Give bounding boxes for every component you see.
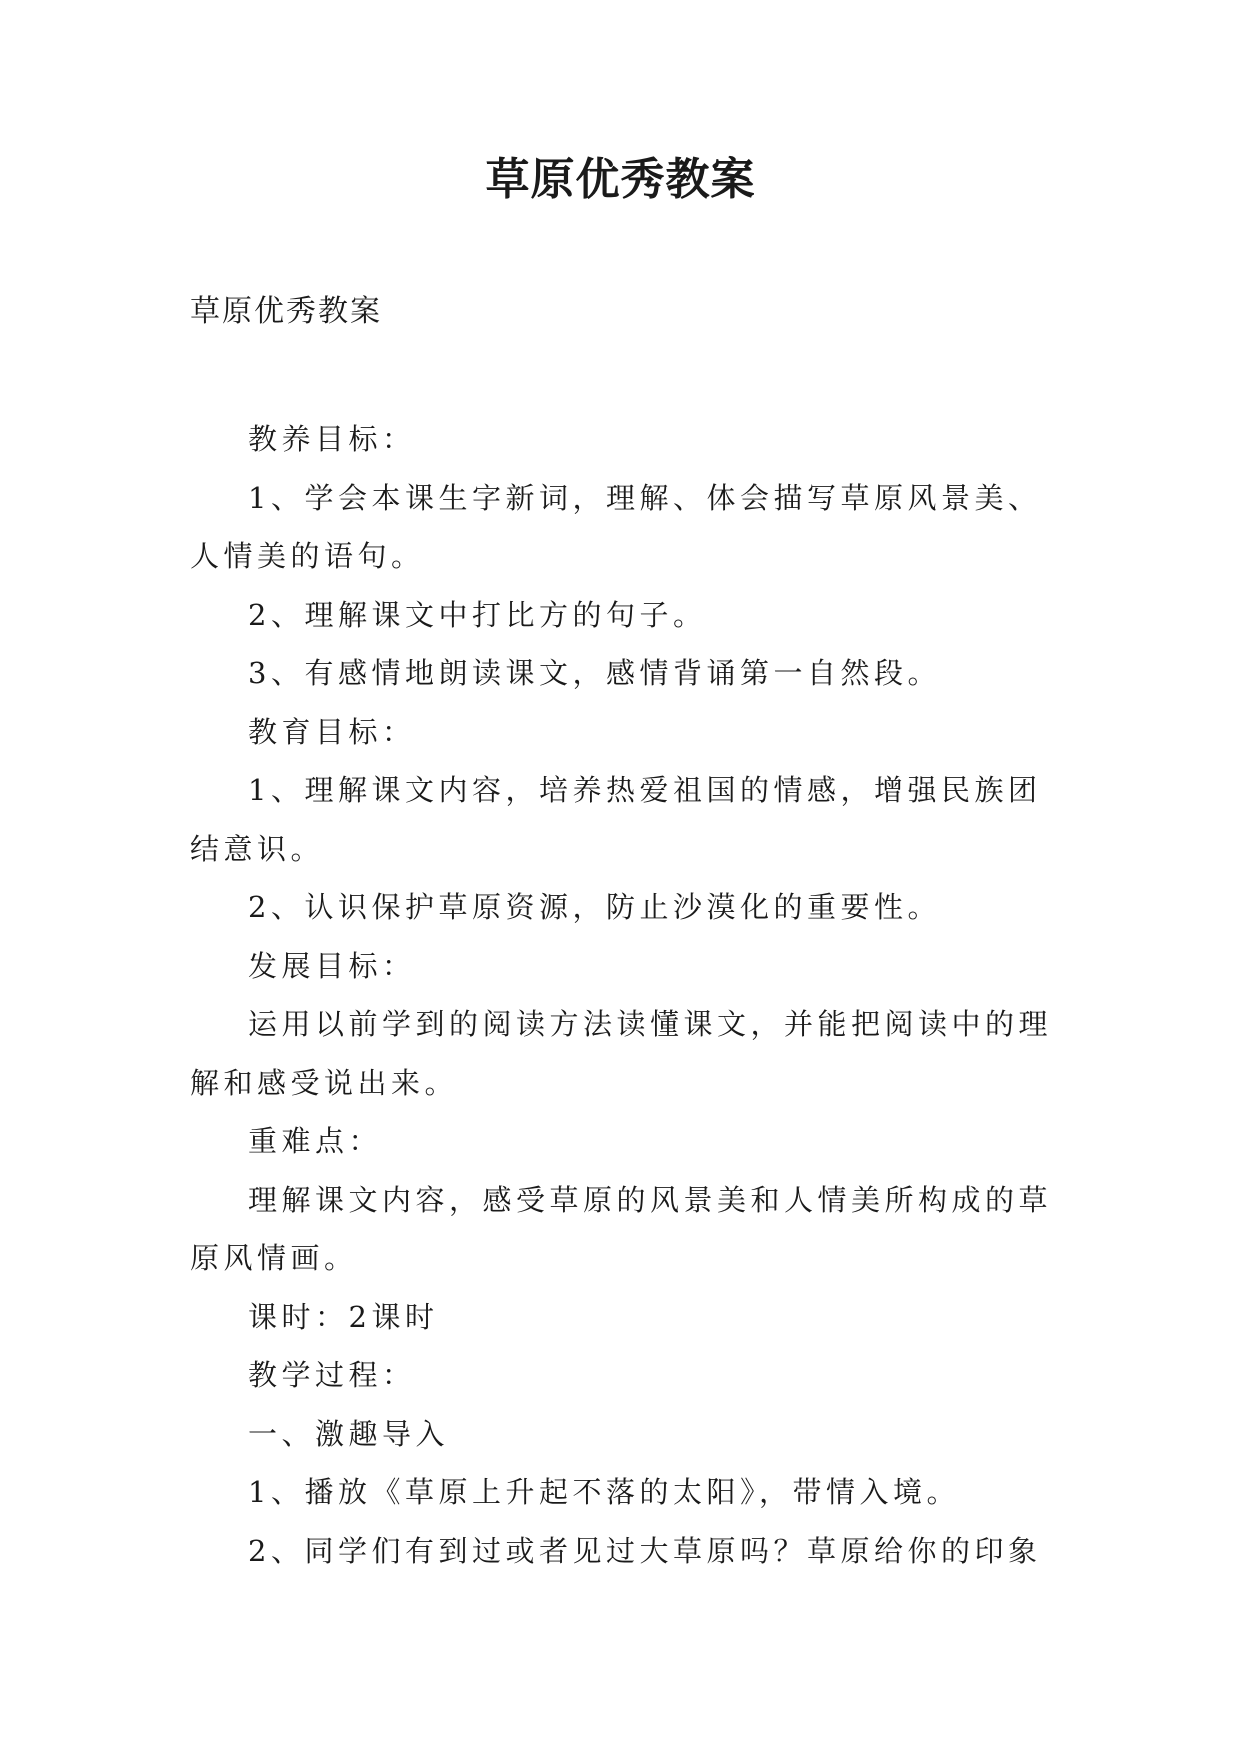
paragraph: 发展目标：	[248, 948, 416, 983]
paragraph: 重难点：	[248, 1124, 383, 1158]
paragraph: 运用以前学到的阅读方法读懂课文，并能把阅读中的理解和感受说出来。	[190, 1007, 1053, 1100]
paragraph: 2、理解课文中打比方的句子。	[248, 597, 707, 632]
paragraph: 课时：2课时	[248, 1299, 439, 1334]
paragraph: 教学过程：	[248, 1358, 416, 1392]
paragraph: 教养目标：	[248, 422, 416, 456]
paragraph: 理解课文内容，感受草原的风景美和人情美所构成的草原风情画。	[190, 1182, 1053, 1275]
paragraph: 3、有感情地朗读课文，感情背诵第一自然段。	[248, 656, 941, 690]
paragraph: 1、播放《草原上升起不落的太阳》，带情入境。	[248, 1475, 960, 1509]
document-subtitle: 草原优秀教案	[190, 294, 382, 329]
paragraph: 一、激趣导入	[248, 1416, 450, 1451]
document-body	[190, 410, 1060, 1580]
paragraph: 1、学会本课生字新词，理解、体会描写草原风景美、人情美的语句。	[190, 480, 1042, 573]
document-title: 草原优秀教案	[485, 154, 756, 205]
paragraph: 2、认识保护草原资源，防止沙漠化的重要性。	[248, 890, 941, 924]
paragraph: 1、理解课文内容，培养热爱祖国的情感，增强民族团结意识。	[190, 773, 1042, 866]
paragraph: 教育目标：	[248, 714, 416, 749]
paragraph: 2、同学们有到过或者见过大草原吗？草原给你的印象	[248, 1533, 1042, 1568]
